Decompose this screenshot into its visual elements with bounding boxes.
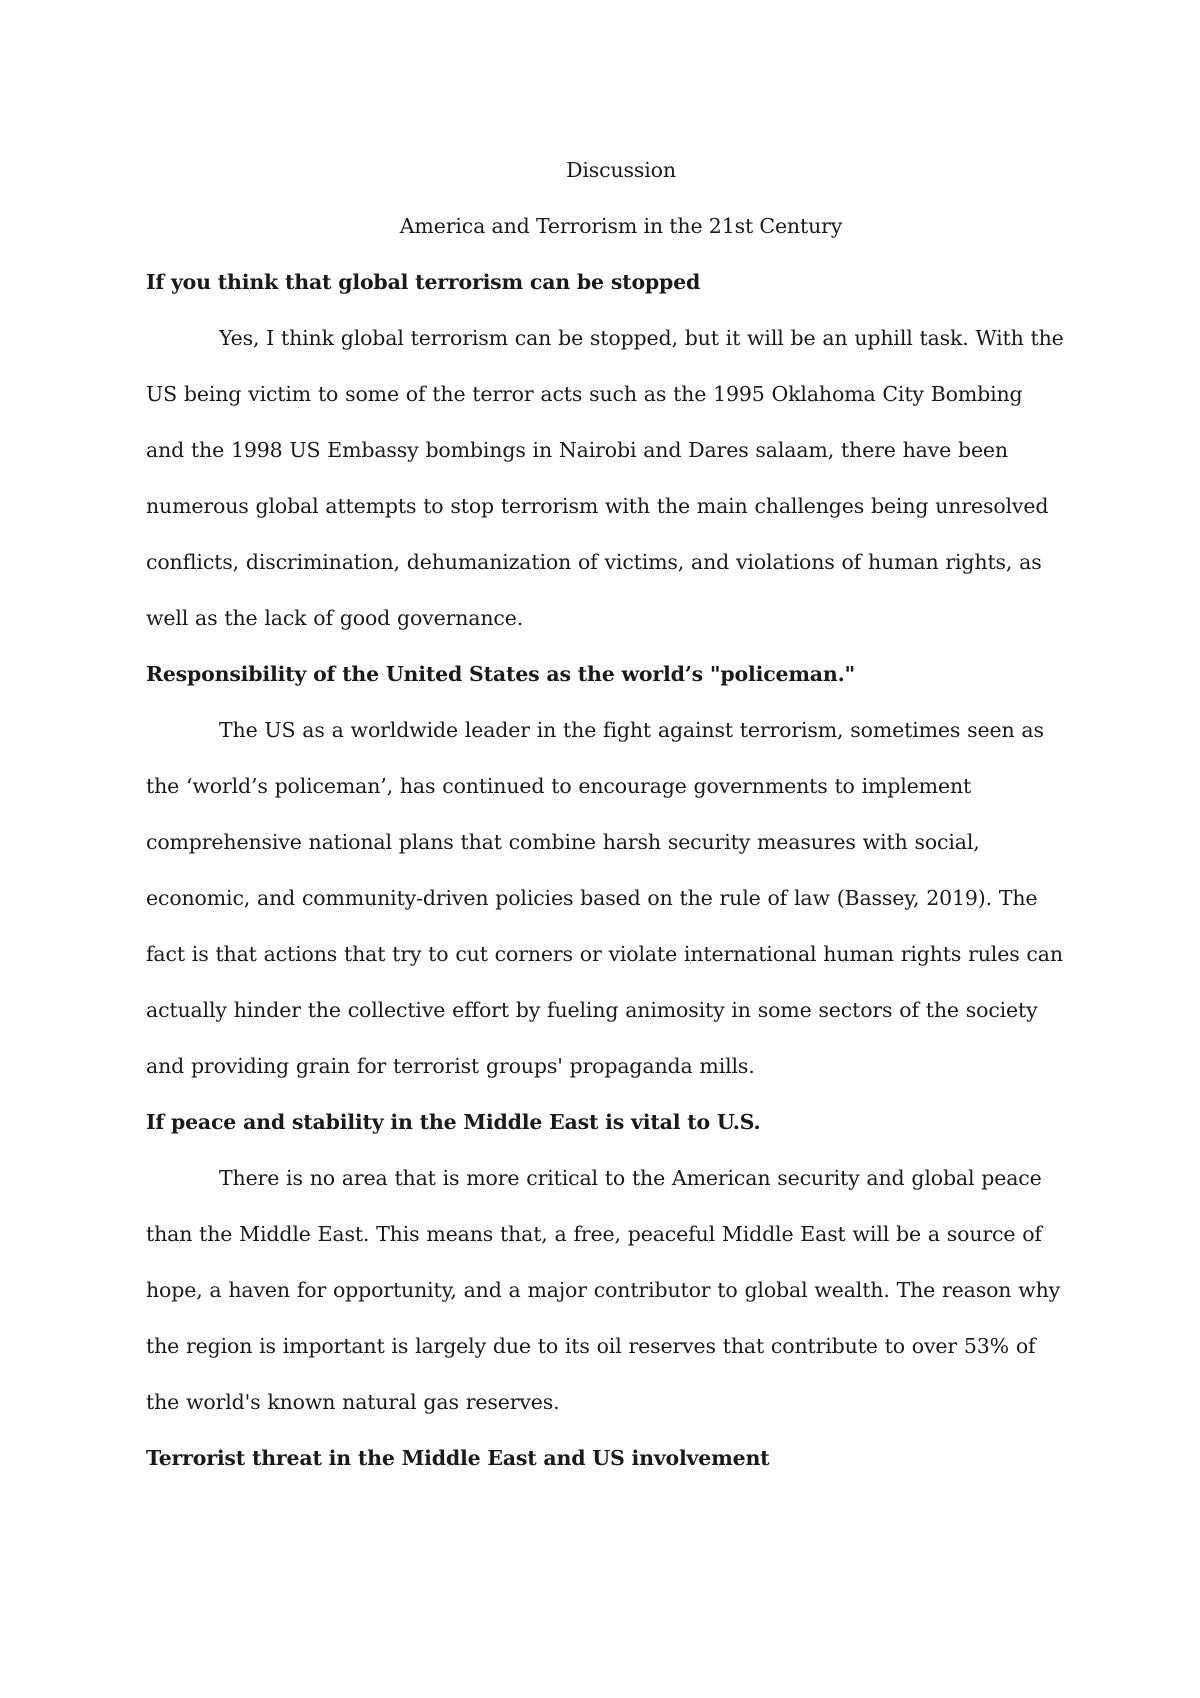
document-subtitle: America and Terrorism in the 21st Century bbox=[399, 214, 843, 238]
section-heading-terrorism-stopped: If you think that global terrorism can be stopped bbox=[146, 270, 701, 294]
section-body-terrorism-stopped: Yes, I think global terrorism can be stopped, but it will be an uphill task. With the US being victim to some of the terror acts such as the 1995 Oklahoma City Bombing and the 1998 US Embassy bombings in Nairobi and Dares salaam, there have been numerous global attempts to stop terrorism with the main challenges being unresolved conflicts, discrimination, dehumanization of victims, and violations of human rights, as well as the lack of good governance. bbox=[146, 326, 1064, 630]
section-body-us-policeman: The US as a worldwide leader in the fight against terrorism, sometimes seen as the ‘world’s policeman’, has continued to encourage governments to implement comprehensive national plans that combine harsh security measures with social, economic, and community-driven policies based on the rule of law (Bassey, 2019). The fact is that actions that try to cut corners or violate international human rights rules can actually hinder the collective effort by fueling animosity in some sectors of the society and providing grain for terrorist groups' propaganda mills. bbox=[146, 718, 1063, 1078]
section-heading-us-policeman: Responsibility of the United States as the world’s "policeman." bbox=[146, 662, 856, 686]
section-heading-terrorist-threat: Terrorist threat in the Middle East and US involvement bbox=[146, 1446, 770, 1470]
section-body-middle-east-peace: There is no area that is more critical to the American security and global peace than the Middle East. This means that, a free, peaceful Middle East will be a source of hope, a haven for opportunity, and a major contributor to global wealth. The reason why the region is important is largely due to its oil reserves that contribute to over 53% of the world's known natural gas reserves. bbox=[146, 1166, 1061, 1414]
document-title: Discussion bbox=[566, 158, 676, 182]
section-heading-middle-east-peace: If peace and stability in the Middle East is vital to U.S. bbox=[146, 1110, 761, 1134]
document-body bbox=[146, 142, 1066, 1486]
